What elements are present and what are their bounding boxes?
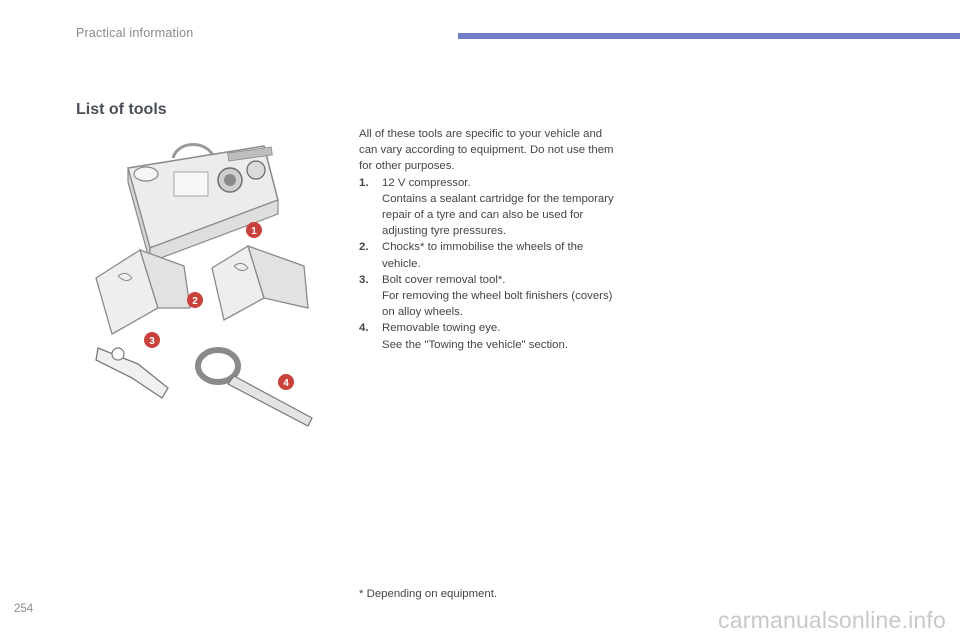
item-number: 2.: [359, 241, 369, 254]
tools-drawing: [78, 138, 334, 438]
callout-2: [187, 292, 203, 308]
compressor-drawing: [128, 145, 278, 263]
list-item: [359, 239, 621, 271]
item-detail: For removing the wheel bolt finishers (covers) on alloy wheels.: [382, 290, 613, 319]
list-item: [359, 320, 621, 352]
bolt-cover-tool-drawing: [96, 348, 168, 398]
svg-text:3: 3: [149, 336, 155, 347]
header-accent-bar: [458, 33, 960, 39]
tools-description: [359, 126, 621, 353]
towing-eye-drawing: [198, 350, 312, 426]
list-item: [359, 175, 621, 240]
running-header: Practical information: [76, 26, 194, 40]
item-number: 4.: [359, 322, 369, 335]
svg-text:2: 2: [192, 296, 198, 307]
intro-paragraph: All of these tools are specific to your vehicle and can vary according to equipment. Do not use them for other purposes.: [359, 128, 614, 173]
item-number: 1.: [359, 176, 369, 189]
item-title: Bolt cover removal tool*.: [382, 273, 506, 286]
item-number: 3.: [359, 273, 369, 286]
item-detail: See the "Towing the vehicle" section.: [382, 338, 569, 351]
item-detail: Contains a sealant cartridge for the temporary repair of a tyre and can also be used for adjusting tyre pressures.: [382, 192, 614, 238]
section-title: List of tools: [76, 101, 167, 118]
item-title: Removable towing eye.: [382, 322, 501, 335]
callout-3: [144, 332, 160, 348]
callout-4: [278, 374, 294, 390]
item-title: 12 V compressor.: [382, 176, 471, 189]
item-title: Chocks* to immobilise the wheels of the vehicle.: [382, 241, 584, 270]
footnote: * Depending on equipment.: [359, 588, 498, 600]
list-item: [359, 272, 621, 321]
page-number: 254: [14, 603, 34, 615]
svg-text:1: 1: [251, 226, 257, 237]
svg-text:4: 4: [283, 378, 289, 389]
watermark: carmanualsonline.info: [718, 607, 946, 633]
callout-1: [246, 222, 262, 238]
chocks-drawing: [96, 246, 308, 334]
tools-illustration: [78, 138, 334, 438]
